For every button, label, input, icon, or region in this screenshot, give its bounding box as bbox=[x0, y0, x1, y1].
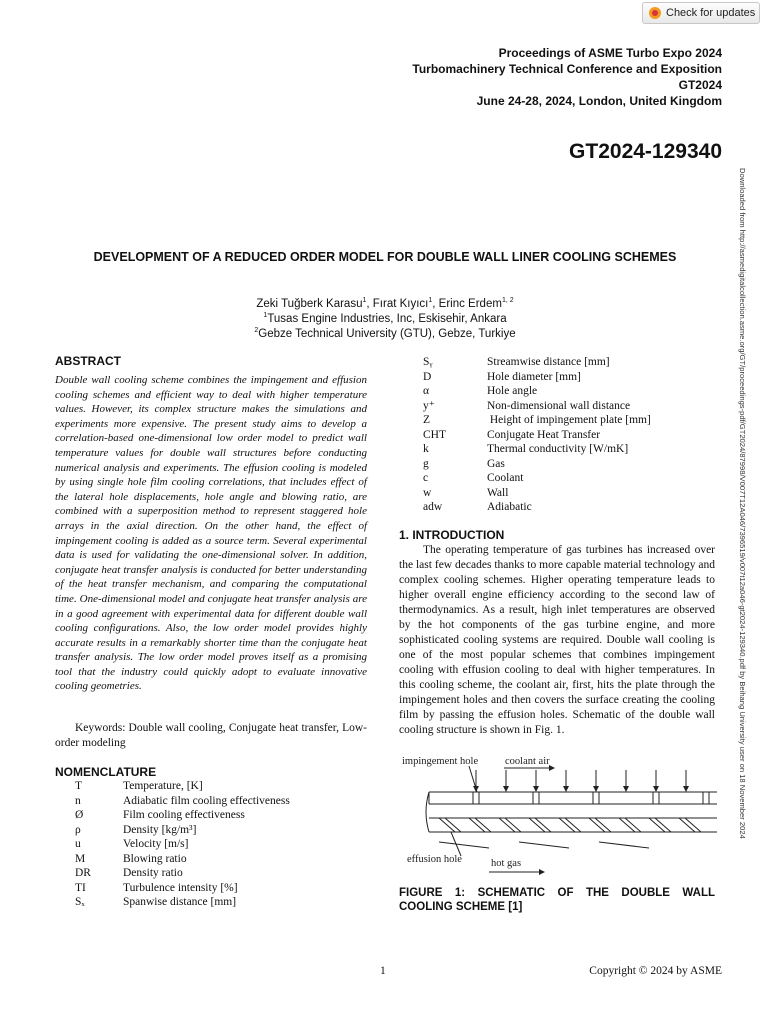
author-affil-sup: 1, 2 bbox=[501, 297, 514, 304]
nomenclature-row bbox=[421, 384, 721, 399]
nomenclature-symbol: c bbox=[423, 472, 429, 484]
nomenclature-symbol: g bbox=[423, 457, 429, 470]
nomenclature-row bbox=[55, 823, 375, 838]
hot-gas-label: hot gas bbox=[491, 858, 522, 869]
nomenclature-definition: Adiabatic bbox=[487, 501, 532, 513]
page-number: 1 bbox=[380, 965, 386, 977]
crossmark-icon bbox=[649, 7, 661, 19]
nomenclature-definition: Hole angle bbox=[487, 385, 538, 397]
paper-title: DEVELOPMENT OF A REDUCED ORDER MODEL FOR DOUBLE WALL LINER COOLING SCHEMES bbox=[93, 250, 677, 264]
affiliation-2 bbox=[90, 327, 680, 340]
nomenclature-row bbox=[421, 370, 721, 385]
nomenclature-symbol: ρ bbox=[75, 823, 81, 836]
proceedings-line-2: Turbomachinery Technical Conference and Exposition bbox=[412, 62, 722, 76]
nomenclature-definition: Gas bbox=[487, 457, 505, 470]
nomenclature-symbol: w bbox=[423, 486, 432, 499]
nomenclature-symbol: DR bbox=[75, 867, 91, 879]
figure-caption: FIGURE 1: SCHEMATIC OF THE DOUBLE WALL COOLING SCHEME [1] bbox=[399, 887, 715, 913]
proceedings-line-1: Proceedings of ASME Turbo Expo 2024 bbox=[498, 46, 722, 60]
copyright: Copyright © 2024 by ASME bbox=[589, 965, 722, 977]
check-for-updates-label: Check for updates bbox=[666, 7, 756, 19]
nomenclature-definition: Adiabatic film cooling effectiveness bbox=[123, 794, 290, 807]
nomenclature-symbol: D bbox=[423, 370, 432, 383]
author-name: Erinc Erdem bbox=[438, 297, 502, 310]
affiliation-text: Tusas Engine Industries, Inc, Eskisehir, Ankara bbox=[267, 312, 507, 325]
nomenclature-row bbox=[55, 779, 375, 794]
nomenclature-definition: Spanwise distance [mm] bbox=[123, 896, 237, 908]
nomenclature-row bbox=[55, 837, 375, 852]
nomenclature-row bbox=[421, 486, 721, 501]
paper-id: GT2024-129340 bbox=[569, 140, 722, 163]
nomenclature-definition: Thermal conductivity [W/mK] bbox=[487, 443, 629, 455]
proceedings-line-4: June 24-28, 2024, London, United Kingdom bbox=[476, 94, 722, 108]
nomenclature-row bbox=[421, 457, 721, 472]
nomenclature-row bbox=[421, 471, 721, 486]
nomenclature-symbol: u bbox=[75, 838, 81, 850]
nomenclature-list-left bbox=[55, 779, 375, 910]
nomenclature-symbol: adw bbox=[423, 501, 443, 513]
nomenclature-heading: NOMENCLATURE bbox=[55, 765, 157, 779]
nomenclature-symbol: k bbox=[423, 443, 429, 455]
nomenclature-symbol: M bbox=[75, 852, 86, 865]
nomenclature-definition: Film cooling effectiveness bbox=[123, 809, 245, 821]
nomenclature-definition: Blowing ratio bbox=[123, 852, 187, 865]
author-affil-sup: 1 bbox=[362, 297, 367, 304]
nomenclature-row bbox=[421, 500, 721, 515]
nomenclature-definition: Density ratio bbox=[123, 867, 183, 879]
abstract-heading: ABSTRACT bbox=[55, 354, 121, 368]
author-name: Fırat Kıyıcı bbox=[372, 297, 429, 310]
nomenclature-definition: Velocity [m/s] bbox=[123, 838, 189, 850]
introduction-text: The operating temperature of gas turbines has increased over the last few decades thanks to more capable material technology and complex cooling schemes. Higher operating temperature leads to higher overall engine efficiency according to the second law of thermodynamics. As a result, high inlet temperatures are observed by the hot components of the gas turbine engine, and more sophisticated cooling systems are required. Double wall cooling is one of the most popular schemes that combines impingement cooling with effusion cooling to deal with higher temperatures. In this cooling scheme, the coolant air, first, hits the plate through the impingement holes and then covers the surface creating the cooling film by passing the effusion holes. Schematic of the double wall cooling structure is shown in Fig. 1. bbox=[399, 544, 715, 736]
download-note: Downloaded from http://asmedigitalcollection.asme.org/GT/proceedings-pdf/GT2024/87998/V007T12A046/7396519/v007t12a046-gt2024-129340.pdf by Beihang University user on 18 November 2024 bbox=[738, 168, 747, 839]
affiliation-text: Gebze Technical University (GTU), Gebze, Turkiye bbox=[258, 327, 516, 340]
nomenclature-definition: Turbulence intensity [%] bbox=[123, 881, 238, 894]
keywords: Keywords: Double wall cooling, Conjugate heat transfer, Low-order modeling bbox=[55, 722, 367, 749]
nomenclature-list-right bbox=[421, 355, 721, 515]
nomenclature-symbol: n bbox=[75, 794, 81, 807]
nomenclature-symbol: Z bbox=[423, 414, 431, 426]
nomenclature-row bbox=[55, 794, 375, 809]
nomenclature-symbol: y⁺ bbox=[423, 399, 435, 412]
affil-sup: 1 bbox=[263, 312, 268, 319]
nomenclature-row bbox=[421, 355, 721, 370]
nomenclature-symbol: α bbox=[423, 385, 430, 397]
nomenclature-definition: Height of impingement plate [mm] bbox=[487, 414, 651, 426]
effusion-holes bbox=[439, 818, 701, 832]
nomenclature-row bbox=[55, 808, 375, 823]
nomenclature-symbol: T bbox=[75, 780, 83, 792]
proceedings-line-3: GT2024 bbox=[678, 78, 722, 92]
impingement-hole-label: impingement hole bbox=[402, 756, 479, 767]
nomenclature-row bbox=[55, 866, 375, 881]
effusion-hole-label: effusion hole bbox=[407, 854, 462, 865]
double-wall-schematic bbox=[399, 752, 717, 877]
nomenclature-symbol: Ø bbox=[75, 809, 84, 821]
nomenclature-definition: Temperature, [K] bbox=[123, 780, 203, 792]
nomenclature-definition: Hole diameter [mm] bbox=[487, 370, 581, 383]
author-line: Zeki Tuğberk Karasu$^1$, Fırat Kıyıcı$^1$, Erinc Erdem$^{1, 2}$ bbox=[256, 297, 514, 310]
nomenclature-symbol: CHT bbox=[423, 428, 446, 441]
nomenclature-row bbox=[421, 428, 721, 443]
nomenclature-definition: Non-dimensional wall distance bbox=[487, 399, 631, 412]
nomenclature-row bbox=[55, 881, 375, 896]
nomenclature-row bbox=[55, 895, 375, 910]
author-name: Zeki Tuğberk Karasu bbox=[256, 297, 363, 310]
nomenclature-definition: Density [kg/m³] bbox=[123, 823, 197, 836]
author-affil-sup: 1 bbox=[428, 297, 433, 304]
nomenclature-row bbox=[55, 852, 375, 867]
nomenclature-definition: Coolant bbox=[487, 472, 524, 484]
introduction-heading: 1. INTRODUCTION bbox=[399, 528, 505, 542]
nomenclature-symbol: Sᵧ bbox=[423, 356, 433, 368]
nomenclature-symbol: Sₓ bbox=[75, 896, 85, 908]
affil-sup: 2 bbox=[254, 327, 259, 334]
nomenclature-definition: Streamwise distance [mm] bbox=[487, 356, 610, 368]
nomenclature-symbol: TI bbox=[75, 881, 86, 894]
impingement-holes bbox=[473, 792, 709, 804]
check-for-updates-badge[interactable] bbox=[642, 2, 760, 24]
coolant-air-label: coolant air bbox=[505, 756, 550, 767]
affiliation-1 bbox=[90, 312, 680, 325]
nomenclature-row bbox=[421, 399, 721, 414]
abstract-text: Double wall cooling scheme combines the impingement and effusion cooling schemes and efficient way to deal with higher temperature values. However, its complex structure makes the simulations and experiments more expensive. The present study aims to develop a correlation-based one-dimensional low order model to predict wall temperature values for double wall structures before conducting numerical analysis and experiments. The effusion cooling is modeled by using single hole film cooling correlations, that includes effect of the lateral hole displacements, hole angle and blowing ratio, are combined with a superposition method to represent staggered hole arrays in the axial direction. On the other hand, the effect of impingement cooling is added as a source term. Several experimental data is used for validating the one-dimensional solver. In addition, conjugate heat transfer analysis is conducted for better understanding of the heat transfer mechanism, and comparing the computational time. One-dimensional model and conjugate heat transfer analysis are in a good agreement with experimental data for different double wall cooling configurations. Also, the low order model provides highly accurate results in a remarkably shorter time than the conjugate heat transfer analysis. The low order model proves itself as a promising tool that the industry could quickly adopt to evaluate innovative cooling geometries. bbox=[55, 374, 367, 693]
nomenclature-definition: Conjugate Heat Transfer bbox=[487, 428, 601, 441]
nomenclature-row bbox=[421, 442, 721, 457]
nomenclature-definition: Wall bbox=[487, 486, 509, 499]
nomenclature-row bbox=[421, 413, 721, 428]
